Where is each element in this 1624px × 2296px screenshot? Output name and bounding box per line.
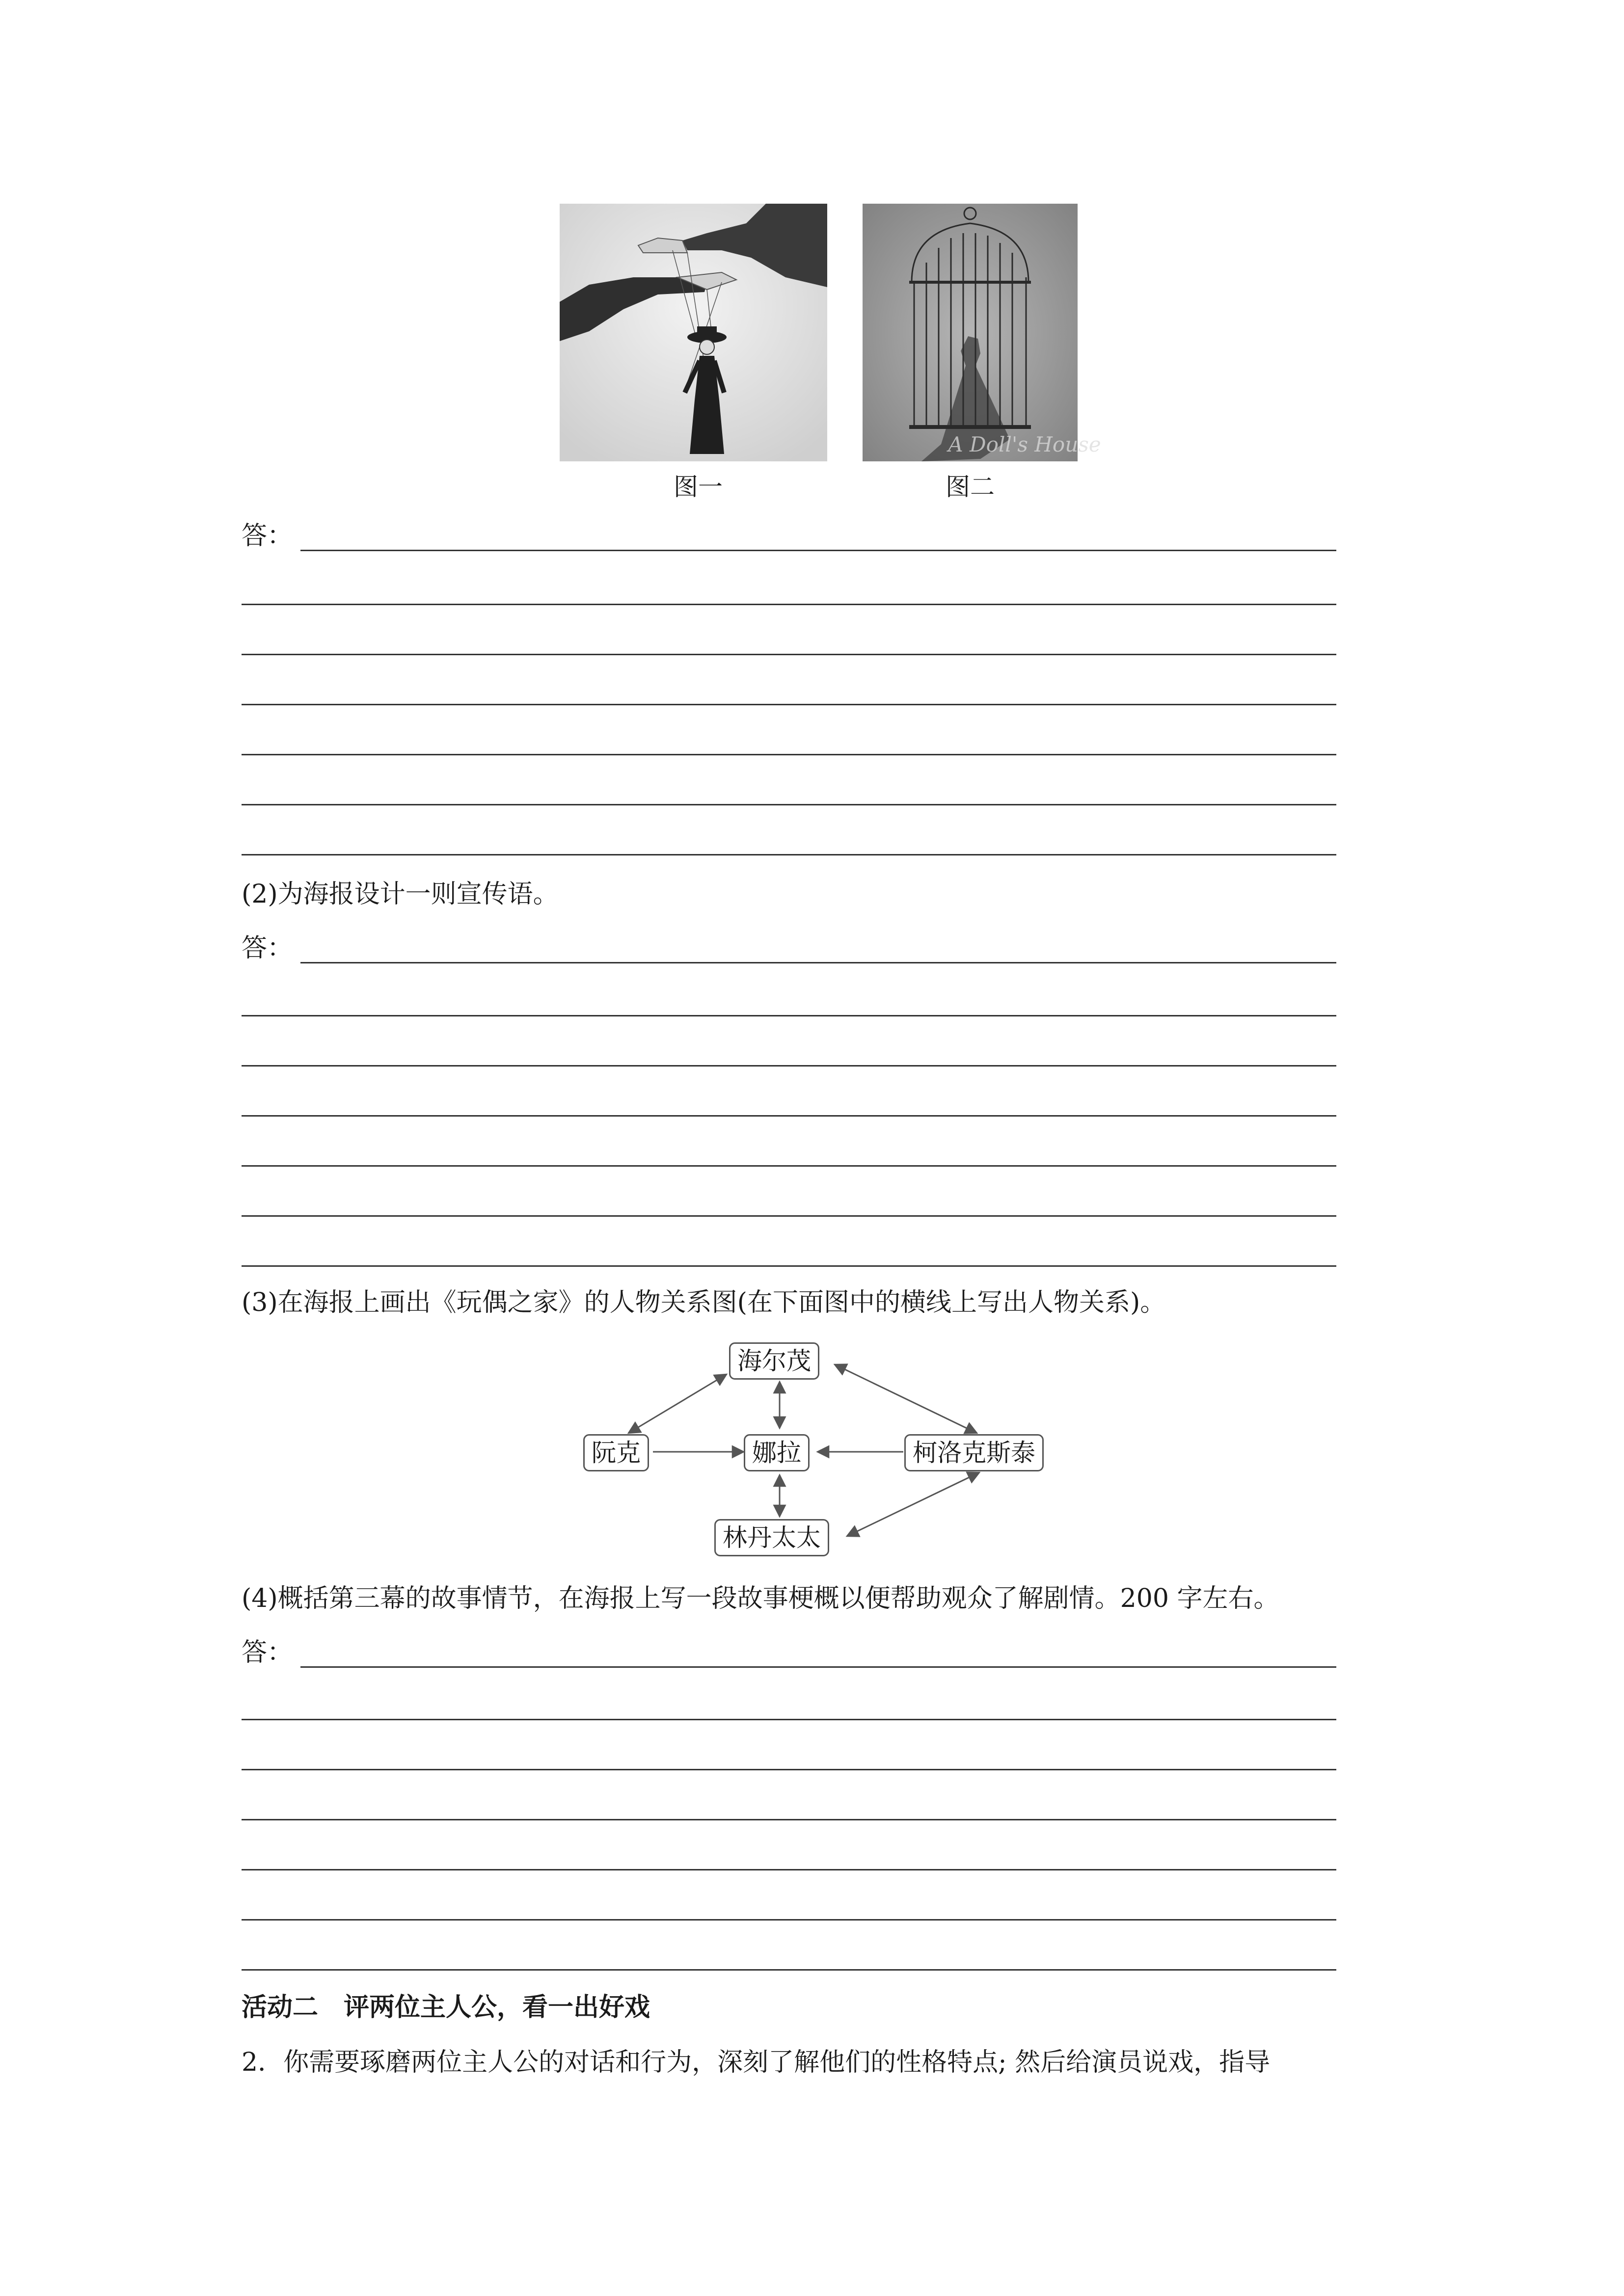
node-krogstad: 阮克 — [583, 1434, 649, 1471]
answer-label-1: 答： — [242, 521, 293, 551]
answer-line[interactable] — [242, 754, 1336, 755]
question-2: (2)为海报设计一则宣传语。 — [242, 880, 559, 909]
answer-line[interactable] — [242, 654, 1336, 655]
answer-line[interactable] — [242, 704, 1336, 705]
question-4: (4)概括第三幕的故事情节，在海报上写一段故事梗概以便帮助观众了解剧情。200 字左右。 — [242, 1584, 1279, 1613]
answer-line[interactable] — [242, 1719, 1336, 1720]
puppet-illustration — [560, 204, 827, 461]
node-helmer: 海尔茂 — [729, 1342, 819, 1380]
answer-line[interactable] — [300, 550, 1336, 551]
answer-label-2: 答： — [242, 934, 293, 963]
answer-line[interactable] — [242, 1969, 1336, 1971]
node-linde: 林丹太太 — [714, 1519, 829, 1556]
answer-line[interactable] — [242, 604, 1336, 605]
question-3: (3)在海报上画出《玩偶之家》的人物关系图(在下面图中的横线上写出人物关系)。 — [242, 1288, 1166, 1317]
answer-line[interactable] — [242, 1265, 1336, 1267]
arrow-helmer-rank — [835, 1364, 977, 1433]
figure-2-caption: 图二 — [946, 473, 995, 501]
answer-line[interactable] — [300, 962, 1336, 963]
answer-line[interactable] — [242, 1869, 1336, 1870]
arrow-helmer-krogstad — [628, 1374, 727, 1433]
answer-line[interactable] — [242, 1769, 1336, 1770]
answer-line[interactable] — [242, 1215, 1336, 1217]
answer-line[interactable] — [300, 1666, 1336, 1668]
figure-birdcage-image — [863, 204, 1101, 461]
answer-line[interactable] — [242, 1819, 1336, 1820]
answer-line[interactable] — [242, 1919, 1336, 1921]
answer-line[interactable] — [242, 1065, 1336, 1067]
answer-line[interactable] — [242, 804, 1336, 805]
figure-puppet-image — [560, 204, 827, 461]
figure-watermark: A Doll's House — [948, 432, 1101, 456]
figure-1-caption: 图一 — [674, 473, 723, 501]
node-nora: 娜拉 — [744, 1434, 810, 1471]
answer-line[interactable] — [242, 1165, 1336, 1167]
birdcage-illustration — [863, 204, 1101, 461]
answer-label-3: 答： — [242, 1638, 293, 1667]
answer-line[interactable] — [242, 1115, 1336, 1117]
question-next: 2．你需要琢磨两位主人公的对话和行为，深刻了解他们的性格特点; 然后给演员说戏，指导 — [242, 2048, 1271, 2077]
activity-2-heading: 活动二 评两位主人公，看一出好戏 — [242, 1993, 650, 2022]
arrow-rank-linde — [847, 1472, 979, 1536]
node-rank: 柯洛克斯泰 — [904, 1434, 1044, 1471]
answer-line[interactable] — [242, 1015, 1336, 1016]
answer-line[interactable] — [242, 854, 1336, 855]
